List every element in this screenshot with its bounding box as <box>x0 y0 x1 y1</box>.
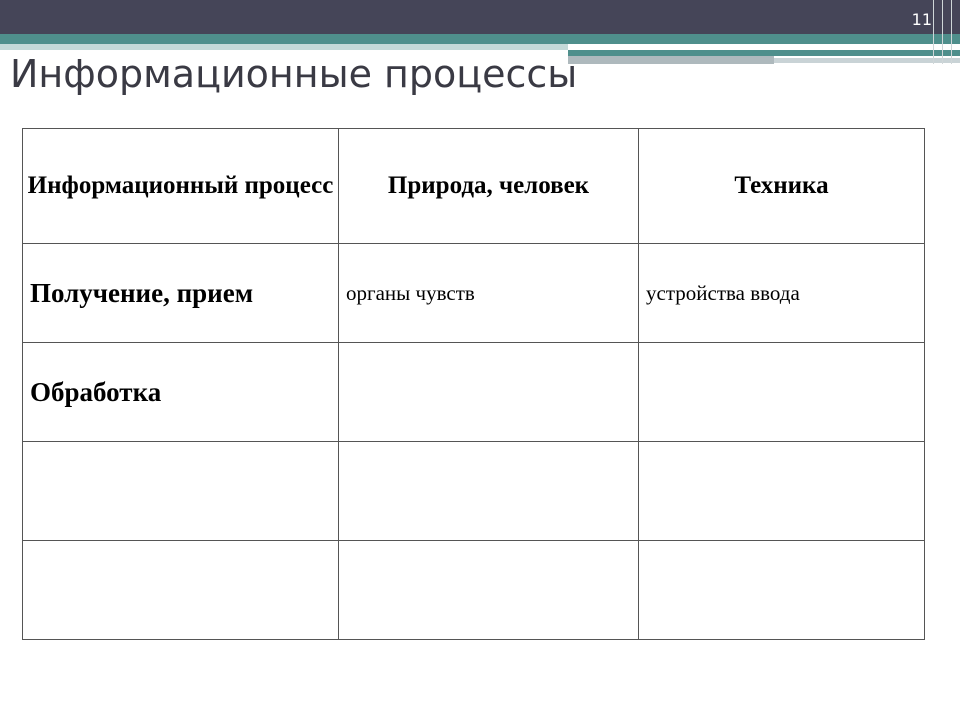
column-header-process: Информационный процесс <box>23 129 339 244</box>
header-divider-line <box>933 0 934 64</box>
column-header-technology: Техника <box>639 129 925 244</box>
header-accent-band <box>0 34 960 44</box>
column-header-nature-human: Природа, человек <box>339 129 639 244</box>
header-divider-line <box>951 0 952 64</box>
table-cell: устройства ввода <box>639 244 925 343</box>
header-divider-line <box>942 0 943 64</box>
header-grey-band <box>568 56 774 64</box>
table-cell <box>339 343 639 442</box>
table-row <box>23 442 925 541</box>
table-cell <box>639 442 925 541</box>
row-label <box>23 442 339 541</box>
table-cell <box>639 343 925 442</box>
table-row <box>23 343 925 442</box>
table-cell <box>339 541 639 640</box>
table-row <box>23 244 925 343</box>
table-cell <box>339 442 639 541</box>
row-label: Обработка <box>23 343 339 442</box>
table-cell <box>639 541 925 640</box>
slide-number: 11 <box>911 10 932 29</box>
table-header-row <box>23 129 925 244</box>
header-light-band <box>0 44 568 50</box>
row-label: Получение, прием <box>23 244 339 343</box>
processes-table <box>22 128 925 640</box>
row-label <box>23 541 339 640</box>
slide-title: Информационные процессы <box>10 52 578 96</box>
table-row <box>23 541 925 640</box>
table-cell: органы чувств <box>339 244 639 343</box>
header-bar <box>0 0 960 34</box>
